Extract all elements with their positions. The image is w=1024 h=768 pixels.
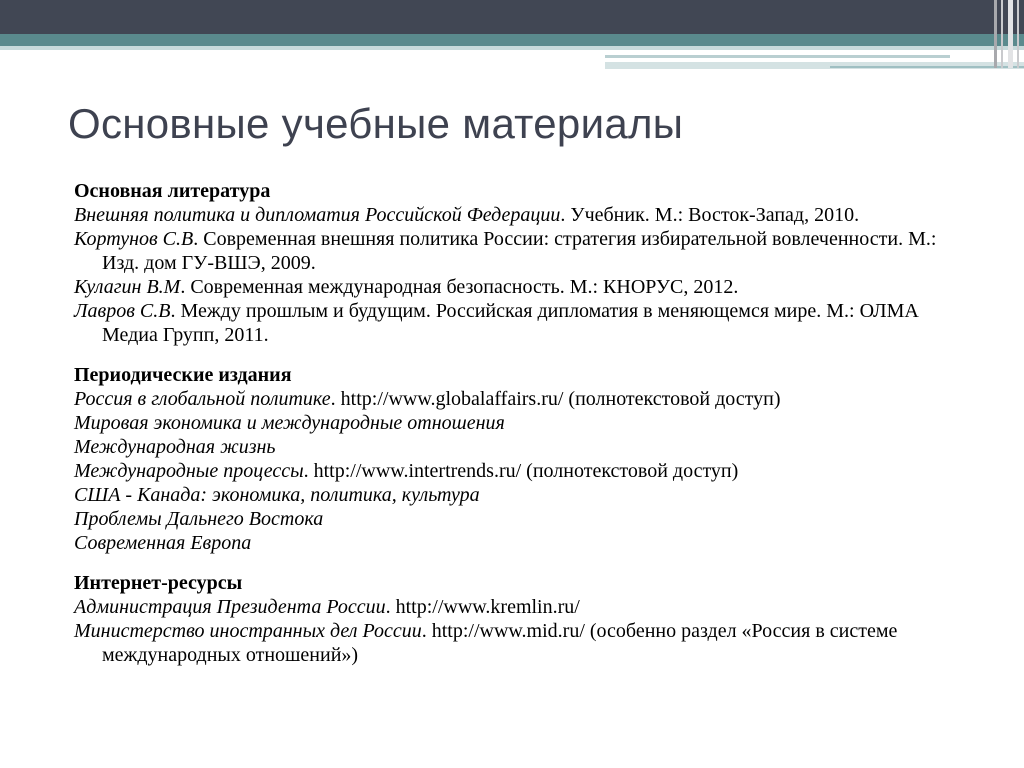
list-item bbox=[74, 483, 974, 507]
item-author-title: Россия в глобальной политике bbox=[74, 388, 331, 410]
list-item bbox=[74, 227, 974, 275]
section-heading: Периодические издания bbox=[74, 364, 292, 386]
list-item bbox=[74, 411, 974, 435]
slide-content bbox=[74, 179, 974, 667]
section-heading: Интернет-ресурсы bbox=[74, 572, 243, 594]
list-item bbox=[74, 387, 974, 411]
list-item bbox=[74, 275, 974, 299]
header-dark-band bbox=[0, 0, 1024, 34]
item-author-title: Международная жизнь bbox=[74, 436, 276, 458]
list-item bbox=[74, 595, 974, 619]
item-author-title: Министерство иностранных дел России bbox=[74, 620, 422, 642]
item-details: . http://www.globalaffairs.ru/ (полнотекстовой доступ) bbox=[330, 388, 781, 410]
item-details: . http://www.intertrends.ru/ (полнотекстовой доступ) bbox=[303, 460, 739, 482]
section-gap bbox=[74, 555, 974, 571]
item-author-title: Кулагин В.М bbox=[74, 276, 181, 298]
section-gap bbox=[74, 347, 974, 363]
item-author-title: США - Канада: экономика, политика, культура bbox=[74, 484, 480, 506]
accent-line bbox=[605, 55, 950, 58]
section-heading: Основная литература bbox=[74, 180, 271, 202]
item-details: . Учебник. М.: Восток-Запад, 2010. bbox=[560, 204, 860, 226]
decorative-bar bbox=[1008, 0, 1013, 68]
decorative-bar bbox=[1001, 0, 1003, 68]
list-item bbox=[74, 619, 974, 667]
list-item bbox=[74, 507, 974, 531]
item-author-title: Проблемы Дальнего Востока bbox=[74, 508, 324, 530]
item-author-title: Администрация Президента России bbox=[74, 596, 386, 618]
item-details: . http://www.kremlin.ru/ bbox=[385, 596, 580, 618]
item-details: . Современная внешняя политика России: стратегия избирательной вовлеченности. М.: Изд. дом ГУ-ВШЭ, 2009. bbox=[102, 228, 937, 274]
list-item bbox=[74, 299, 974, 347]
decorative-bar bbox=[994, 0, 997, 68]
list-item bbox=[74, 203, 974, 227]
decorative-bar bbox=[1017, 0, 1019, 68]
list-item bbox=[74, 531, 974, 555]
list-item bbox=[74, 459, 974, 483]
header-teal-band bbox=[0, 34, 1024, 46]
header-light-stripe bbox=[0, 46, 1024, 50]
item-author-title: Современная Европа bbox=[74, 532, 252, 554]
item-details: . http://www.mid.ru/ (особенно раздел «Россия в системе международных отношений») bbox=[102, 620, 898, 666]
slide-title: Основные учебные материалы bbox=[68, 100, 684, 147]
item-author-title: Мировая экономика и международные отношения bbox=[74, 412, 505, 434]
list-item bbox=[74, 435, 974, 459]
item-author-title: Внешняя политика и дипломатия Российской Федерации bbox=[74, 204, 561, 226]
item-details: . Между прошлым и будущим. Российская дипломатия в меняющемся мире. М.: ОЛМА Медиа Групп, 2011. bbox=[102, 300, 919, 346]
item-author-title: Кортунов С.В bbox=[74, 228, 194, 250]
item-author-title: Лавров С.В bbox=[74, 300, 171, 322]
item-details: . Современная международная безопасность. М.: КНОРУС, 2012. bbox=[180, 276, 739, 298]
item-author-title: Международные процессы bbox=[74, 460, 304, 482]
